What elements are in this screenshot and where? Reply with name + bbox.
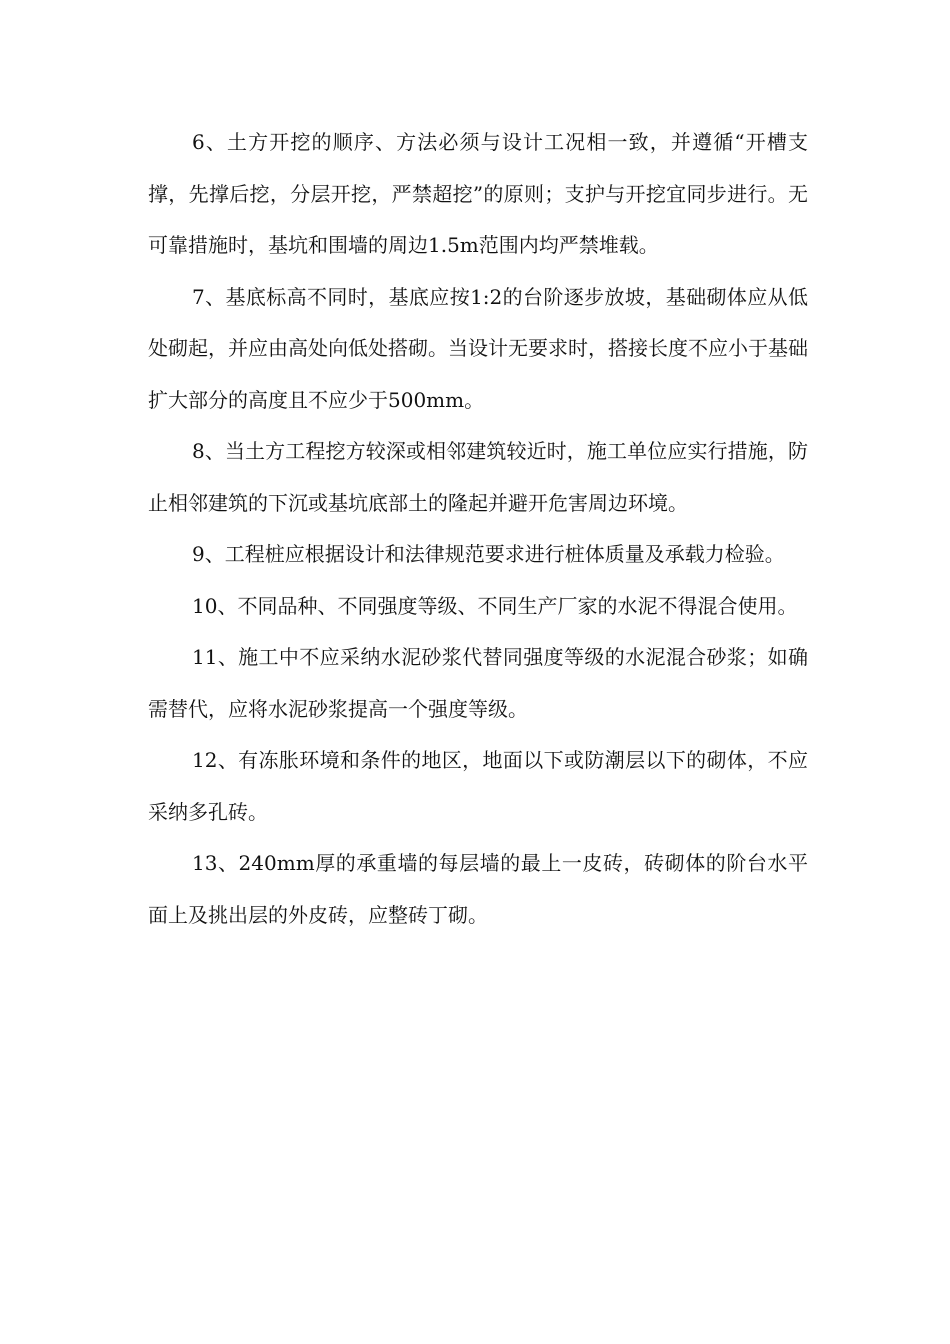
document-page: [148, 117, 808, 941]
paragraph-item-12: 12、有冻胀环境和条件的地区，地面以下或防潮层以下的砌体，不应采纳多孔砖。: [148, 748, 808, 824]
paragraph-item-13: 13、240mm厚的承重墙的每层墙的最上一皮砖，砖砌体的阶台水平面上及挑出层的外皮砖，应整砖丁砌。: [148, 851, 808, 927]
paragraph-item-11: 11、施工中不应采纳水泥砂浆代替同强度等级的水泥混合砂浆；如确需替代，应将水泥砂浆提高一个强度等级。: [148, 645, 808, 721]
paragraph-item-7: 7、基底标高不同时，基底应按1:2的台阶逐步放坡，基础砌体应从低处砌起，并应由高处向低处搭砌。当设计无要求时，搭接长度不应小于基础扩大部分的高度且不应少于500mm。: [148, 284, 808, 412]
paragraph-item-9: 9、工程桩应根据设计和法律规范要求进行桩体质量及承载力检验。: [192, 542, 785, 566]
paragraph-item-6: 6、土方开挖的顺序、方法必须与设计工况相一致，并遵循“开槽支撑，先撑后挖，分层开挖，严禁超挖”的原则；支护与开挖宜同步进行。无可靠措施时，基坑和围墙的周边1.5m范围内均严禁堆载。: [148, 130, 808, 257]
paragraph-item-10: 10、不同品种、不同强度等级、不同生产厂家的水泥不得混合使用。: [192, 593, 798, 618]
paragraph-item-8: 8、当土方工程挖方较深或相邻建筑较近时，施工单位应实行措施，防止相邻建筑的下沉或基坑底部土的隆起并避开危害周边环境。: [148, 439, 808, 515]
